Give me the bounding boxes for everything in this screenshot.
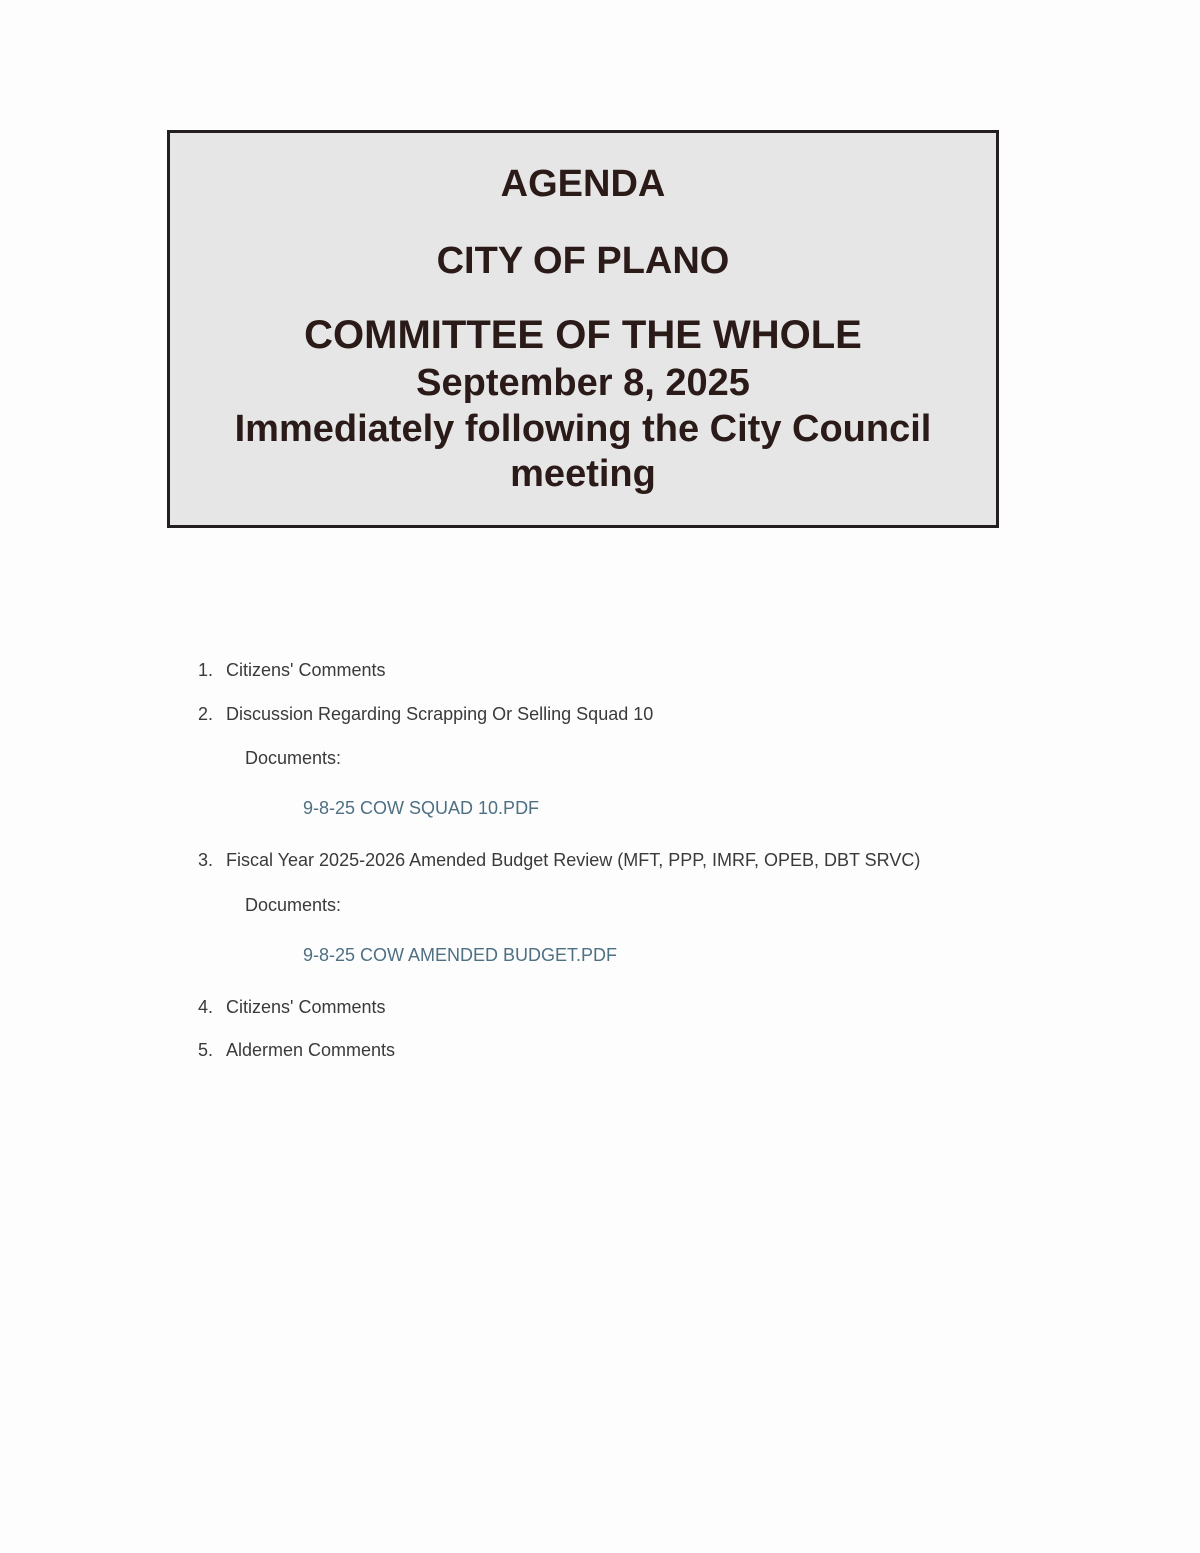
item-number: 5. (198, 1040, 214, 1060)
item-text: Aldermen Comments (226, 1040, 396, 1060)
item-number: 3. (198, 850, 214, 870)
item-number: 4. (198, 997, 214, 1017)
documents-label: Documents: (245, 748, 342, 768)
doc-link-amended-budget[interactable]: 9-8-25 COW AMENDED BUDGET.PDF (303, 945, 618, 965)
item-text: Citizens' Comments (226, 997, 386, 1017)
agenda-item-1 (198, 660, 385, 681)
agenda-item-2 (198, 704, 653, 725)
committee-name: COMMITTEE OF THE WHOLE (304, 313, 862, 357)
agenda-header (167, 130, 999, 528)
meeting-time: Immediately following the City Council meeting (234, 408, 932, 495)
meeting-date: September 8, 2025 (416, 362, 750, 404)
agenda-item-4 (198, 997, 385, 1018)
city-name: CITY OF PLANO (436, 240, 730, 282)
documents-label: Documents: (245, 895, 342, 915)
item-text: Citizens' Comments (226, 660, 386, 680)
doc-link-squad-10[interactable]: 9-8-25 COW SQUAD 10.PDF (303, 798, 540, 818)
agenda-title: AGENDA (500, 163, 666, 205)
item-text: Discussion Regarding Scrapping Or Selling Squad 10 (226, 704, 654, 724)
item-number: 1. (198, 660, 214, 680)
agenda-item-3 (198, 850, 920, 871)
item-number: 2. (198, 704, 214, 724)
agenda-item-5 (198, 1040, 395, 1061)
item-text: Fiscal Year 2025-2026 Amended Budget Review (MFT, PPP, IMRF, OPEB, DBT SRVC) (226, 850, 921, 870)
